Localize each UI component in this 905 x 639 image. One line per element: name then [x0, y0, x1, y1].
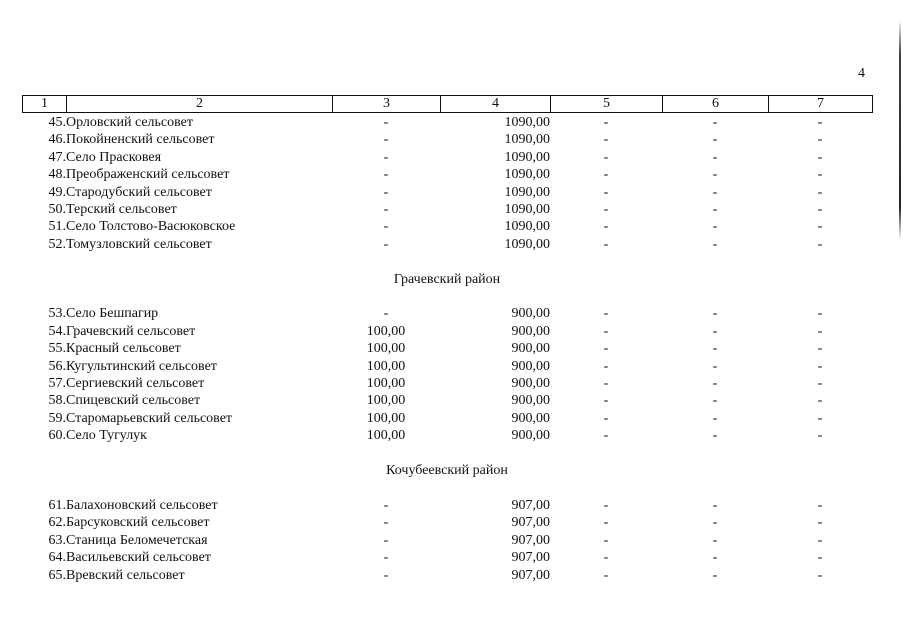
- column-header-4: 4: [441, 96, 551, 113]
- district-heading: Грачевский район: [393, 271, 501, 287]
- column-6-value: -: [712, 149, 718, 165]
- row-number: 56.: [48, 358, 66, 374]
- municipality-name: Стародубский сельсовет: [66, 184, 212, 200]
- row-number: 55.: [48, 341, 66, 357]
- column-5-value: -: [603, 567, 609, 583]
- column-6-value: -: [712, 515, 718, 531]
- column-4-value: 900,00: [511, 358, 550, 374]
- column-7-value: -: [817, 167, 823, 183]
- municipality-name: Орловский сельсовет: [66, 115, 193, 130]
- column-5-value: -: [603, 393, 609, 409]
- column-6-value: -: [712, 184, 718, 200]
- row-number: 59.: [48, 410, 66, 426]
- column-4-value: 907,00: [511, 550, 550, 566]
- column-5-value: -: [603, 149, 609, 165]
- column-5-value: -: [603, 428, 609, 444]
- column-3-value: -: [383, 532, 389, 548]
- column-3-value: 100,00: [366, 428, 406, 444]
- row-number: 64.: [48, 550, 66, 566]
- municipality-name: Село Бешпагир: [66, 306, 159, 322]
- column-header-1: 1: [23, 96, 67, 113]
- column-3-value: 100,00: [366, 410, 406, 426]
- column-6-value: -: [712, 167, 718, 183]
- spacer-row: [22, 253, 872, 270]
- row-number: 62.: [48, 515, 66, 531]
- table-row: [22, 427, 872, 444]
- municipality-name: Село Толстово-Васюковское: [66, 219, 236, 235]
- row-number: 46.: [48, 132, 66, 148]
- row-number: 65.: [48, 567, 66, 583]
- column-6-value: -: [712, 393, 718, 409]
- column-header-5: 5: [551, 96, 663, 113]
- table-row: [22, 236, 872, 253]
- column-7-value: -: [817, 428, 823, 444]
- municipality-name: Старомарьевский сельсовет: [66, 410, 233, 426]
- column-7-value: -: [817, 341, 823, 357]
- column-7-value: -: [817, 532, 823, 548]
- column-7-value: -: [817, 115, 823, 130]
- column-4-value: 900,00: [511, 341, 550, 357]
- column-7-value: -: [817, 132, 823, 148]
- column-5-value: -: [603, 236, 609, 252]
- table-row: [22, 375, 872, 392]
- column-5-value: -: [603, 497, 609, 513]
- district-heading: Кочубеевский район: [386, 463, 508, 479]
- municipality-name: Грачевский сельсовет: [66, 323, 196, 339]
- column-5-value: -: [603, 515, 609, 531]
- municipality-name: Барсуковский сельсовет: [66, 515, 210, 531]
- column-7-value: -: [817, 306, 823, 322]
- column-5-value: -: [603, 306, 609, 322]
- column-4-value: 900,00: [511, 428, 550, 444]
- column-4-value: 907,00: [511, 567, 550, 583]
- column-3-value: -: [383, 202, 389, 218]
- municipality-name: Село Прасковея: [66, 149, 162, 165]
- table-row: [22, 549, 872, 566]
- column-4-value: 1090,00: [504, 219, 550, 235]
- column-4-value: 900,00: [511, 323, 550, 339]
- row-number: 45.: [48, 115, 66, 130]
- municipality-name: Кугультинский сельсовет: [66, 358, 217, 374]
- spacer-row: [22, 288, 872, 305]
- municipality-name: Сергиевский сельсовет: [66, 376, 205, 392]
- municipality-name: Вревский сельсовет: [66, 567, 185, 583]
- municipality-name: Преображенский сельсовет: [66, 167, 230, 183]
- column-5-value: -: [603, 550, 609, 566]
- column-6-value: -: [712, 236, 718, 252]
- row-number: 54.: [48, 323, 66, 339]
- column-3-value: -: [383, 497, 389, 513]
- column-header-row: [23, 96, 873, 113]
- column-6-value: -: [712, 567, 718, 583]
- column-4-value: 1090,00: [504, 236, 550, 252]
- column-header-6: 6: [663, 96, 769, 113]
- table-row: [22, 184, 872, 201]
- column-3-value: -: [383, 184, 389, 200]
- column-3-value: -: [383, 236, 389, 252]
- column-7-value: -: [817, 358, 823, 374]
- column-6-value: -: [712, 341, 718, 357]
- column-6-value: -: [712, 376, 718, 392]
- column-header-2: 2: [67, 96, 333, 113]
- column-4-value: 900,00: [511, 393, 550, 409]
- column-6-value: -: [712, 358, 718, 374]
- column-4-value: 900,00: [511, 376, 550, 392]
- column-4-value: 907,00: [511, 532, 550, 548]
- column-4-value: 1090,00: [504, 132, 550, 148]
- column-6-value: -: [712, 497, 718, 513]
- column-3-value: 100,00: [366, 323, 406, 339]
- table-row: [22, 323, 872, 340]
- municipality-name: Терский сельсовет: [66, 202, 177, 218]
- column-7-value: -: [817, 219, 823, 235]
- column-6-value: -: [712, 323, 718, 339]
- column-4-value: 1090,00: [504, 167, 550, 183]
- column-7-value: -: [817, 515, 823, 531]
- column-4-value: 907,00: [511, 497, 550, 513]
- column-5-value: -: [603, 132, 609, 148]
- municipality-name: Васильевский сельсовет: [66, 550, 211, 566]
- column-5-value: -: [603, 184, 609, 200]
- table-row: [22, 410, 872, 427]
- column-4-value: 1090,00: [504, 184, 550, 200]
- column-4-value: 1090,00: [504, 115, 550, 130]
- municipality-name: Томузловский сельсовет: [66, 236, 212, 252]
- row-number: 52.: [48, 236, 66, 252]
- column-6-value: -: [712, 202, 718, 218]
- municipality-name: Покойненский сельсовет: [66, 132, 215, 148]
- table-row: [22, 532, 872, 549]
- table-row: [22, 305, 872, 322]
- table-row: [22, 340, 872, 357]
- column-4-value: 900,00: [511, 306, 550, 322]
- column-5-value: -: [603, 341, 609, 357]
- column-5-value: -: [603, 532, 609, 548]
- column-5-value: -: [603, 376, 609, 392]
- column-header-3: 3: [333, 96, 441, 113]
- column-5-value: -: [603, 219, 609, 235]
- column-3-value: -: [383, 550, 389, 566]
- column-7-value: -: [817, 236, 823, 252]
- municipality-name: Балахоновский сельсовет: [66, 497, 218, 513]
- column-6-value: -: [712, 115, 718, 130]
- municipality-name: Станица Беломечетская: [66, 532, 208, 548]
- column-header-7: 7: [769, 96, 873, 113]
- table-row: [22, 201, 872, 218]
- column-7-value: -: [817, 202, 823, 218]
- column-4-value: 1090,00: [504, 149, 550, 165]
- column-7-value: -: [817, 567, 823, 583]
- row-number: 50.: [48, 202, 66, 218]
- table-row: [22, 358, 872, 375]
- column-3-value: -: [383, 567, 389, 583]
- data-table-body: [22, 114, 872, 584]
- column-3-value: 100,00: [366, 358, 406, 374]
- table-row: [22, 497, 872, 514]
- column-3-value: -: [383, 132, 389, 148]
- municipality-name: Красный сельсовет: [66, 341, 181, 357]
- page-number: 4: [858, 66, 865, 81]
- column-header-table: [22, 95, 873, 113]
- column-7-value: -: [817, 323, 823, 339]
- row-number: 49.: [48, 184, 66, 200]
- column-5-value: -: [603, 358, 609, 374]
- column-7-value: -: [817, 393, 823, 409]
- row-number: 51.: [48, 219, 66, 235]
- column-3-value: -: [383, 167, 389, 183]
- column-6-value: -: [712, 428, 718, 444]
- column-7-value: -: [817, 184, 823, 200]
- row-number: 61.: [48, 497, 66, 513]
- spacer-row: [22, 479, 872, 496]
- row-number: 58.: [48, 393, 66, 409]
- column-4-value: 1090,00: [504, 202, 550, 218]
- column-7-value: -: [817, 550, 823, 566]
- table-row: [22, 567, 872, 584]
- column-3-value: -: [383, 115, 389, 130]
- table-row: [22, 166, 872, 183]
- table-row: [22, 514, 872, 531]
- row-number: 53.: [48, 306, 66, 322]
- row-number: 47.: [48, 149, 66, 165]
- column-6-value: -: [712, 306, 718, 322]
- column-6-value: -: [712, 532, 718, 548]
- column-7-value: -: [817, 497, 823, 513]
- column-3-value: -: [383, 149, 389, 165]
- column-5-value: -: [603, 323, 609, 339]
- municipality-name: Село Тугулук: [66, 428, 147, 444]
- column-5-value: -: [603, 410, 609, 426]
- column-6-value: -: [712, 132, 718, 148]
- row-number: 57.: [48, 376, 66, 392]
- column-4-value: 900,00: [511, 410, 550, 426]
- spacer-row: [22, 445, 872, 462]
- column-6-value: -: [712, 219, 718, 235]
- column-7-value: -: [817, 410, 823, 426]
- column-6-value: -: [712, 410, 718, 426]
- column-3-value: 100,00: [366, 393, 406, 409]
- column-4-value: 907,00: [511, 515, 550, 531]
- column-7-value: -: [817, 376, 823, 392]
- column-5-value: -: [603, 115, 609, 130]
- column-5-value: -: [603, 202, 609, 218]
- column-5-value: -: [603, 167, 609, 183]
- district-heading-row: [22, 271, 872, 288]
- column-7-value: -: [817, 149, 823, 165]
- table-row: [22, 114, 872, 131]
- row-number: 60.: [48, 428, 66, 444]
- column-3-value: 100,00: [366, 376, 406, 392]
- row-number: 48.: [48, 167, 66, 183]
- row-number: 63.: [48, 532, 66, 548]
- column-3-value: -: [383, 219, 389, 235]
- municipality-name: Спицевский сельсовет: [66, 393, 201, 409]
- district-heading-row: [22, 462, 872, 479]
- data-table: [22, 114, 872, 584]
- table-row: [22, 149, 872, 166]
- column-3-value: -: [383, 515, 389, 531]
- table-row: [22, 218, 872, 235]
- table-row: [22, 131, 872, 148]
- table-row: [22, 392, 872, 409]
- scan-edge-mark: [899, 20, 901, 240]
- column-3-value: -: [383, 306, 389, 322]
- column-6-value: -: [712, 550, 718, 566]
- column-3-value: 100,00: [366, 341, 406, 357]
